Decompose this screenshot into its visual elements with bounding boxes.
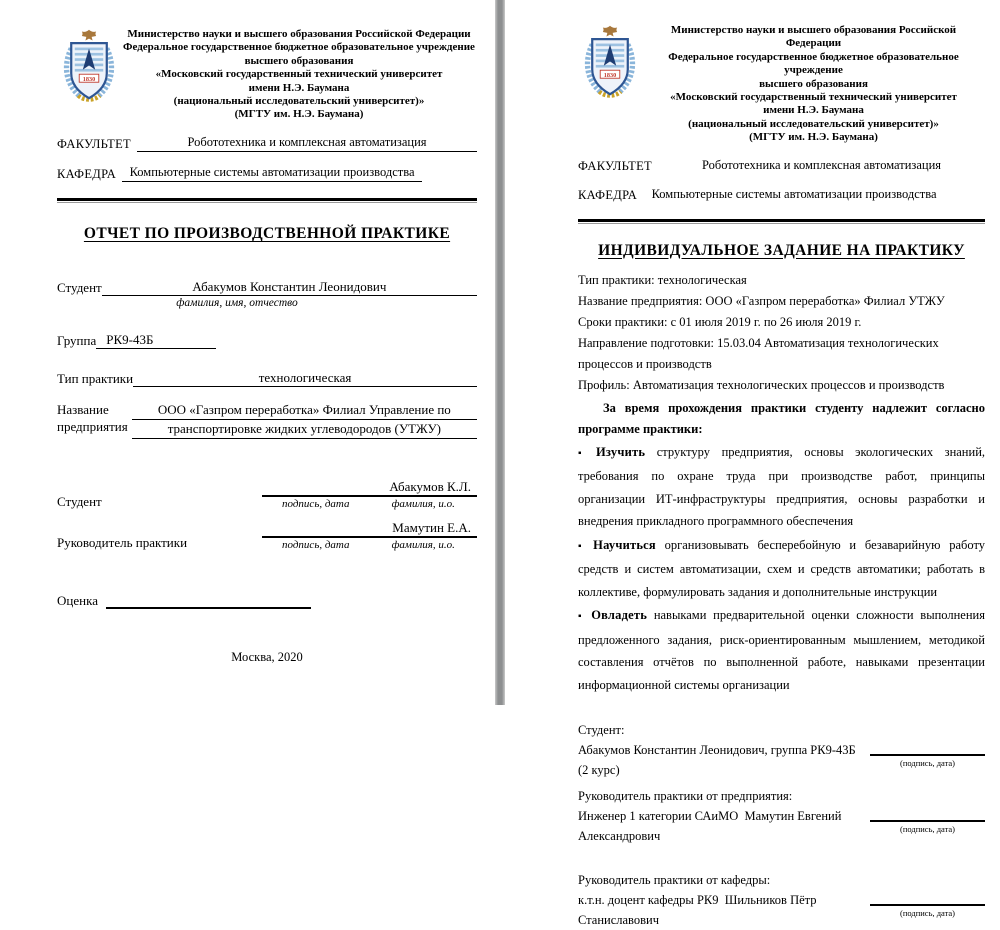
header-line: «Московский государственный технический университет [155,68,443,81]
university-name-block [121,24,477,122]
faculty-row [578,158,985,174]
bullet-square-icon: ▪ [578,611,586,623]
signature-line-cell [870,890,985,918]
signature-block-student [578,720,985,780]
header-line: имени Н.Э. Баумана [763,104,864,117]
student-value: Абакумов Константин Леонидович [102,279,477,296]
signature-block-department-supervisor [578,870,985,930]
info-line: Тип практики: технологическая [578,272,747,287]
practice-info-block [578,270,985,396]
header-line: Министерство науки и высшего образования Российской Федерации [127,28,471,40]
signature-supervisor-area [262,520,477,551]
eagle-ornament-icon [603,26,617,37]
department-value: Компьютерные системы автоматизации производства [651,186,937,201]
page-divider [495,0,505,705]
signature-person: Абакумов Константин Леонидович, группа РК9-43Б (2 курс) [578,743,856,778]
header-line: (национальный исследовательский университет)» [688,117,939,130]
faculty-label: ФАКУЛЬТЕТ [578,158,652,173]
signature-block-company-supervisor [578,786,985,846]
practice-type-value: технологическая [133,370,477,387]
signature-student-label: Студент [57,493,102,509]
department-row [578,187,985,203]
university-crest-logo [578,22,642,106]
header-line: «Московский государственный технический университет [670,91,957,104]
signature-person: Инженер 1 категории САиМО Мамутин Евгений Александрович [578,809,842,844]
task-bullet: ▪ Овладеть навыками предварительной оценки сложности выполнения предложенного задания, риск-ориентированным мышлением, методикой составления отчётов по выполненной работе, навыками презентации информационной системы организации [578,608,985,692]
company-label: Название предприятия [57,401,128,434]
assignment-title: ИНДИВИДУАЛЬНОЕ ЗАДАНИЕ НА ПРАКТИКУ [598,241,965,259]
crest-year: 1830 [82,75,96,83]
info-line: Направление подготовки: 15.03.04 Автоматизация технологических процессов и производств [578,335,939,371]
signature-supervisor-row [57,520,477,551]
group-field-row [57,332,477,349]
header-divider-rule [57,198,477,203]
grade-blank-line [106,591,311,609]
signature-line-cell [870,806,985,834]
company-row [57,401,477,439]
grade-label: Оценка [57,592,98,608]
bullet-square-icon: ▪ [578,447,590,459]
header-line: (МГТУ им. Н.Э. Баумана) [234,108,364,121]
signature-role: Студент: [578,723,625,738]
group-label: Группа [57,332,97,348]
signature-person: к.т.н. доцент кафедры РК9 Шильников Пётр Станиславович [578,893,817,928]
grade-row [57,591,477,609]
info-line: Название предприятия: ООО «Газпром переработка» Филиал УТЖУ [578,293,945,308]
signature-blank-line [870,740,985,756]
info-line: Профиль: Автоматизация технологических процессов и производств [578,377,945,392]
header-line: (национальный исследовательский университет)» [173,95,425,108]
city-year-footer: Москва, 2020 [231,650,303,664]
signature-supervisor-label: Руководитель практики [57,534,188,550]
header-line: Федеральное государственное бюджетное образовательное учреждение [123,41,475,54]
signature-caption: (подпись, дата) [899,908,955,919]
signature-caption: (подпись, дата) [899,824,955,835]
header-line: высшего образования [759,77,868,90]
program-intro: За время прохождения практики студенту надлежит согласно программе практики: [578,400,985,436]
faculty-row [57,135,477,152]
signature-caption-right: фамилия, и.о. [391,538,455,551]
task-bullet: ▪ Научиться организовывать бесперебойную и безаварийную работу средств и систем автоматизации, схем и средств автоматики; работать в коллективе, формулировать задания и дополнительные инструкции [578,537,985,599]
eagle-ornament-icon [82,30,96,41]
bullet-square-icon: ▪ [578,540,588,552]
university-name-block [642,20,985,145]
signature-role: Руководитель практики от кафедры: [578,873,771,888]
student-field-row [57,279,477,296]
header-line: имени Н.Э. Баумана [248,81,350,94]
signature-student-row [57,479,477,510]
faculty-value: Робототехника и комплексная автоматизация [701,157,942,172]
signature-line-cell [870,740,985,768]
student-label: Студент [57,279,102,295]
info-line: Сроки практики: с 01 июля 2019 г. по 26 июля 2019 г. [578,314,862,329]
department-row [57,165,477,182]
department-label: КАФЕДРА [578,187,638,202]
group-value: РК9-43Б [96,332,216,349]
page-assignment [505,0,1000,928]
department-label: КАФЕДРА [57,166,117,181]
signature-blank-line [870,890,985,906]
signature-caption-left: подпись, дата [282,538,350,551]
company-value: ООО «Газпром переработка» Филиал Управление по транспортировке жидких углеводородов (УТЖУ) [132,401,477,439]
department-value: Компьютерные системы автоматизации производства [122,165,422,182]
signature-supervisor-name: Мамутин Е.А. [262,520,477,538]
signature-role: Руководитель практики от предприятия: [578,789,793,804]
task-bullet: ▪ Изучить структуру предприятия, основы экологических знаний, требования по охране труда при производстве работ, принципы организации ИТ-инфраструктуры предприятия, основы разработки и внедрения прикладного программного обеспечения [578,444,986,529]
header-line: (МГТУ им. Н.Э. Баумана) [749,131,878,144]
header-line: Федеральное государственное бюджетное образовательное учреждение [668,50,959,77]
header-line: Министерство науки и высшего образования Российской Федерации [670,24,957,50]
university-header [57,24,477,122]
faculty-label: ФАКУЛЬТЕТ [57,136,131,151]
signature-blank-line [870,806,985,822]
header-divider-rule [578,219,985,224]
student-caption: фамилия, имя, отчество [176,296,298,309]
report-title: ОТЧЕТ ПО ПРОИЗВОДСТВЕННОЙ ПРАКТИКЕ [83,224,451,242]
header-line: высшего образования [244,54,354,67]
signature-student-area [262,479,477,510]
university-crest-logo [57,26,121,110]
signature-student-name: Абакумов К.Л. [262,479,477,497]
university-header [578,20,985,145]
signature-caption: (подпись, дата) [899,758,955,769]
page-report [0,0,495,705]
practice-type-label: Тип практики [57,370,134,386]
practice-type-row [57,370,477,387]
signature-caption-left: подпись, дата [282,497,350,510]
crest-year: 1830 [603,71,617,79]
faculty-value: Робототехника и комплексная автоматизация [137,135,477,152]
signature-caption-right: фамилия, и.о. [391,497,455,510]
